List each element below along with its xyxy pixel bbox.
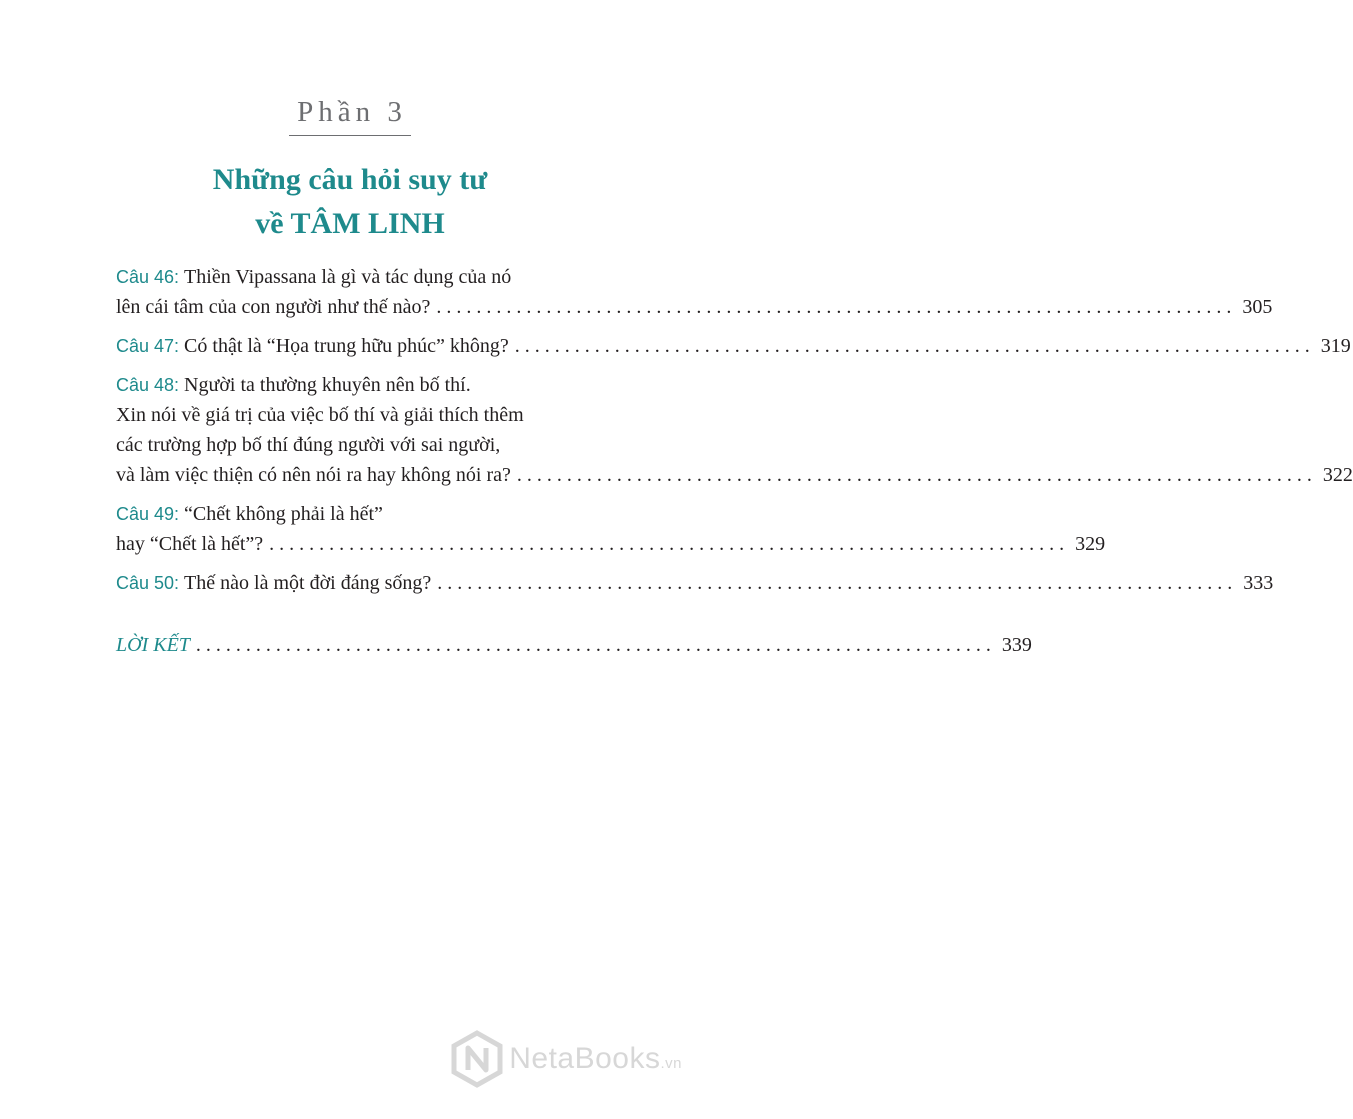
toc-entry-text: các trường hợp bố thí đúng người với sai người, — [116, 434, 501, 456]
dot-leader: ................................................................................ — [514, 335, 1315, 357]
watermark-text — [509, 1042, 682, 1076]
toc-entry-text: “Chết không phải là hết” — [184, 503, 383, 525]
part-header — [0, 96, 700, 136]
toc-entry[interactable] — [116, 568, 1274, 598]
dot-leader: ................................................................................ — [516, 464, 1317, 486]
dot-leader: ................................................................................ — [195, 634, 996, 656]
toc-entry-text: Thế nào là một đời đáng sống? — [184, 572, 432, 594]
toc-line — [116, 292, 1273, 322]
dot-leader: ................................................................................ — [269, 533, 1070, 555]
toc-entry[interactable] — [116, 331, 1351, 361]
toc-page-number: 319 — [1320, 335, 1351, 357]
toc-line — [116, 529, 1106, 559]
toc-line — [116, 331, 1351, 361]
closing-title: LỜI KẾT — [116, 634, 190, 656]
watermark-brand: NetaBooks — [509, 1042, 661, 1075]
toc-entry-text: Xin nói về giá trị của việc bố thí và giải thích thêm — [116, 404, 524, 426]
toc-entry-text: lên cái tâm của con người như thế nào? — [116, 296, 431, 318]
toc-entry-label: Câu 50: — [116, 573, 180, 593]
toc-line — [116, 262, 604, 292]
toc-line — [116, 430, 604, 460]
toc-entry-text: Thiền Vipassana là gì và tác dụng của nó — [184, 266, 512, 288]
toc-line — [116, 460, 1353, 490]
toc-page-number: 339 — [1001, 634, 1032, 656]
watermark — [451, 1031, 682, 1087]
toc-page-number: 305 — [1242, 296, 1273, 318]
toc-line — [116, 630, 1032, 660]
dot-leader: ................................................................................ — [437, 572, 1238, 594]
toc-line — [116, 568, 1274, 598]
toc-entry-label: Câu 46: — [116, 267, 180, 287]
section-title-line-1: Những câu hỏi suy tư — [212, 163, 488, 196]
toc-entry-text: và làm việc thiện có nên nói ra hay không nói ra? — [116, 464, 511, 486]
toc-line — [116, 400, 604, 430]
toc-line — [116, 370, 604, 400]
toc-entry-closing[interactable] — [116, 630, 1032, 660]
toc-entry-label: Câu 49: — [116, 504, 180, 524]
toc-entry-label: Câu 48: — [116, 375, 180, 395]
toc-line — [116, 499, 604, 529]
part-label: Phần 3 — [289, 96, 411, 136]
table-of-contents — [116, 262, 1353, 669]
toc-entry-text: Có thật là “Họa trung hữu phúc” không? — [184, 335, 509, 357]
toc-entry[interactable] — [116, 499, 1106, 559]
toc-entry-text: hay “Chết là hết”? — [116, 533, 264, 555]
section-title — [0, 158, 700, 246]
toc-page-number: 322 — [1322, 464, 1353, 486]
toc-entry[interactable] — [116, 262, 1273, 322]
section-title-line-2: về TÂM LINH — [255, 207, 445, 240]
toc-entry-label: Câu 47: — [116, 336, 180, 356]
watermark-suffix: .vn — [660, 1055, 682, 1072]
toc-entry-text: Người ta thường khuyên nên bố thí. — [184, 374, 471, 396]
toc-page-number: 333 — [1243, 572, 1274, 594]
dot-leader: ................................................................................ — [436, 296, 1237, 318]
toc-page-number: 329 — [1075, 533, 1106, 555]
netabooks-logo-icon — [451, 1031, 503, 1087]
toc-entry[interactable] — [116, 370, 1353, 490]
